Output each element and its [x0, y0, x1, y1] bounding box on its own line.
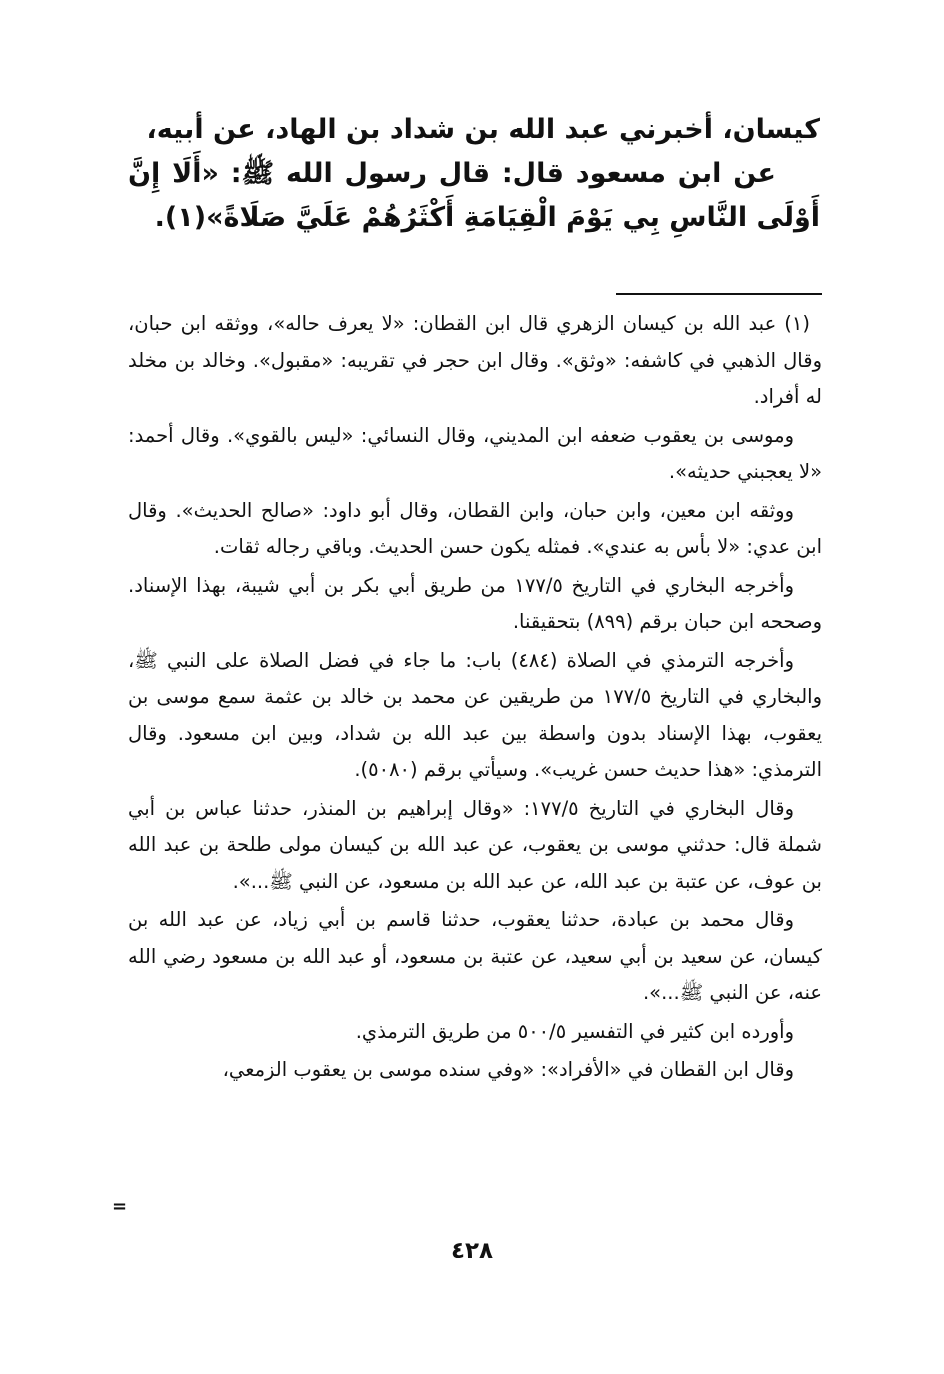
footnote-paragraph: وقال محمد بن عبادة، حدثنا يعقوب، حدثنا قاسم بن أبي زياد، عن عبد الله بن كيسان، عن سعيد بن أبي سعيد، عن عتبة بن مسعود، أو عبد الله بن مسعود رضي الله عنه، عن النبي ﷺ...».	[128, 908, 822, 1004]
footnote-paragraph: ووثقه ابن معين، وابن حبان، وابن القطان، وقال أبو داود: «صالح الحديث». وقال ابن عدي: «لا بأس به عندي». فمثله يكون حسن الحديث. وباقي رجاله ثقات.	[128, 498, 822, 558]
continuation-mark: =	[112, 1196, 128, 1217]
footnote-paragraph: وموسى بن يعقوب ضعفه ابن المديني، وقال النسائي: «ليس بالقوي». وقال أحمد: «لا يعجبني حديثه».	[128, 423, 822, 483]
footnote-paragraph: وقال ابن القطان في «الأفراد»: «وفي سنده موسى بن يعقوب الزمعي،	[222, 1058, 794, 1081]
page-number: ٤٢٨	[450, 1238, 494, 1264]
footnote-divider	[616, 293, 822, 295]
footnote-paragraph: وأورده ابن كثير في التفسير ٥٠٠/٥ من طريق الترمذي.	[355, 1019, 794, 1043]
main-text-paragraph: عن ابن مسعود قال: قال رسول الله ﷺ: «أَلَا إِنَّ أَوْلَى النَّاسِ بِي يَوْمَ الْقِيَامَةِ أَكْثَرُهُمْ عَلَيَّ صَلَاةً»(١).	[128, 158, 820, 233]
footnote-paragraph: وقال البخاري في التاريخ ١٧٧/٥: «وقال إبراهيم بن المنذر، حدثنا عباس بن أبي شملة قال: حدثني موسى بن يعقوب، عن عبد الله بن كيسان مولى طلحة بن عبد الله بن عوف، عن عتبة بن عبد الله، عن عبد الله بن مسعود، عن النبي ﷺ...».	[128, 796, 822, 893]
main-text-line: كيسان، أخبرني عبد الله بن شداد بن الهاد، عن أبيه،	[146, 114, 820, 145]
footnote-paragraph: وأخرجه البخاري في التاريخ ١٧٧/٥ من طريق أبي بكر بن أبي شيبة، بهذا الإسناد. وصححه ابن حبان برقم (٨٩٩) بتحقيقنا.	[128, 573, 822, 633]
footnotes	[128, 306, 822, 1091]
footnote-paragraph: (١) عبد الله بن كيسان الزهري قال ابن القطان: «لا يعرف حاله»، ووثقه ابن حبان، وقال الذهبي في كاشفه: «وثق». وقال ابن حجر في تقريبه: «مقبول». وخالد بن مخلد له أفراد.	[128, 312, 822, 408]
footnote-paragraph: وأخرجه الترمذي في الصلاة (٤٨٤) باب: ما جاء في فضل الصلاة على النبي ﷺ، والبخاري في التاريخ ١٧٧/٥ من طريقين عن محمد بن خالد بن عثمة سمع موسى بن يعقوب، بهذا الإسناد بدون واسطة بين عبد الله بن شداد، وبين ابن مسعود. وقال الترمذي: «هذا حديث حسن غريب». وسيأتي برقم (٥٠٨٠).	[128, 648, 822, 781]
main-text	[128, 108, 820, 240]
